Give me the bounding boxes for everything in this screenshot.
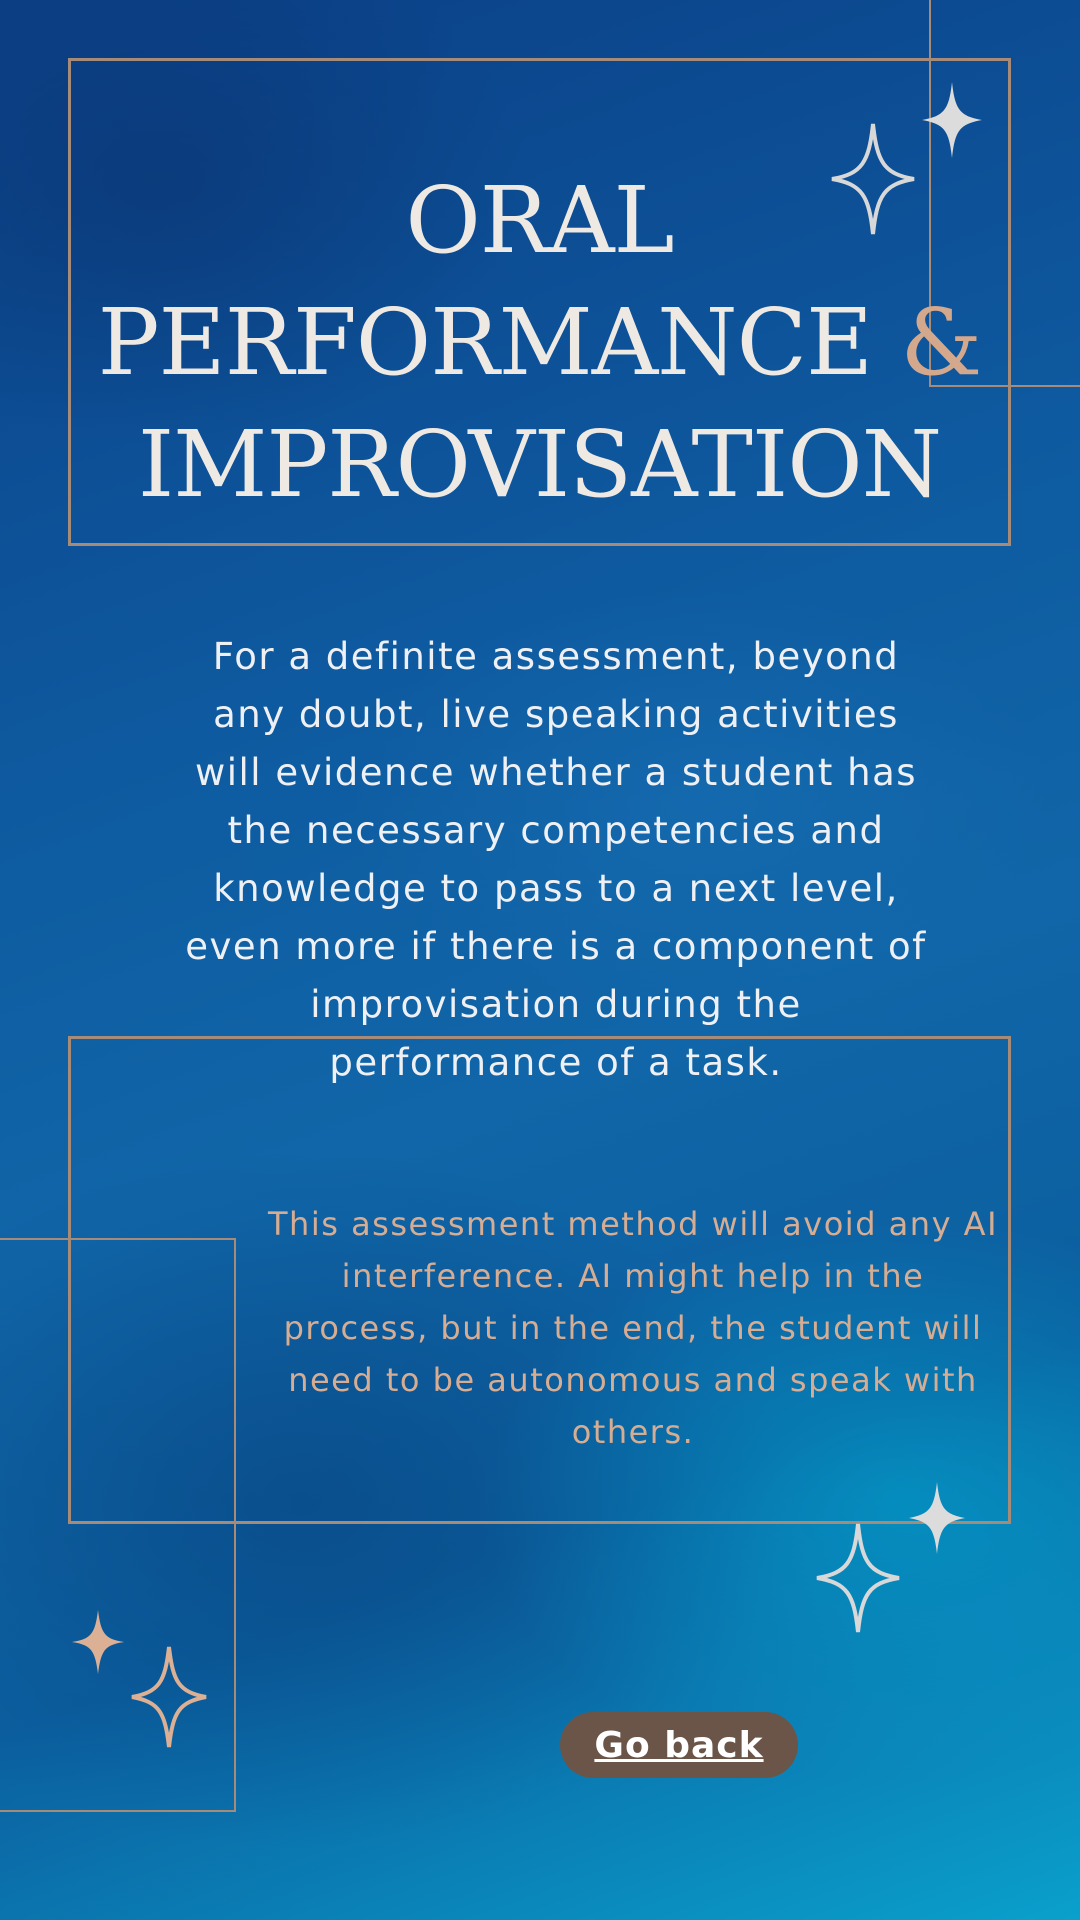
title-line-2 — [68, 282, 1011, 404]
ai-note-paragraph: This assessment method will avoid any AI interference. AI might help in the process, but in the end, the student will need to be autonomous and speak with others. — [268, 1205, 998, 1451]
description-paragraph: For a definite assessment, beyond any doubt, live speaking activities will evidence whether a student has the necessary competencies and knowledge to pass to a next level, even more if there is a component of improvisation during the performance of a task. — [185, 635, 927, 1084]
title-line-3: IMPROVISATION — [137, 411, 942, 518]
go-back-button[interactable]: Go back — [560, 1712, 798, 1778]
page-title — [68, 160, 1011, 526]
sparkle-icon — [909, 1482, 965, 1554]
title-ampersand: & — [900, 289, 982, 396]
sparkle-icon — [922, 82, 982, 158]
title-line-2-text: PERFORMANCE — [97, 289, 873, 396]
sparkle-icon — [72, 1610, 124, 1674]
sparkle-outline-icon — [815, 1522, 901, 1634]
sparkle-outline-icon — [130, 1645, 208, 1749]
title-line-1: ORAL — [405, 167, 674, 274]
